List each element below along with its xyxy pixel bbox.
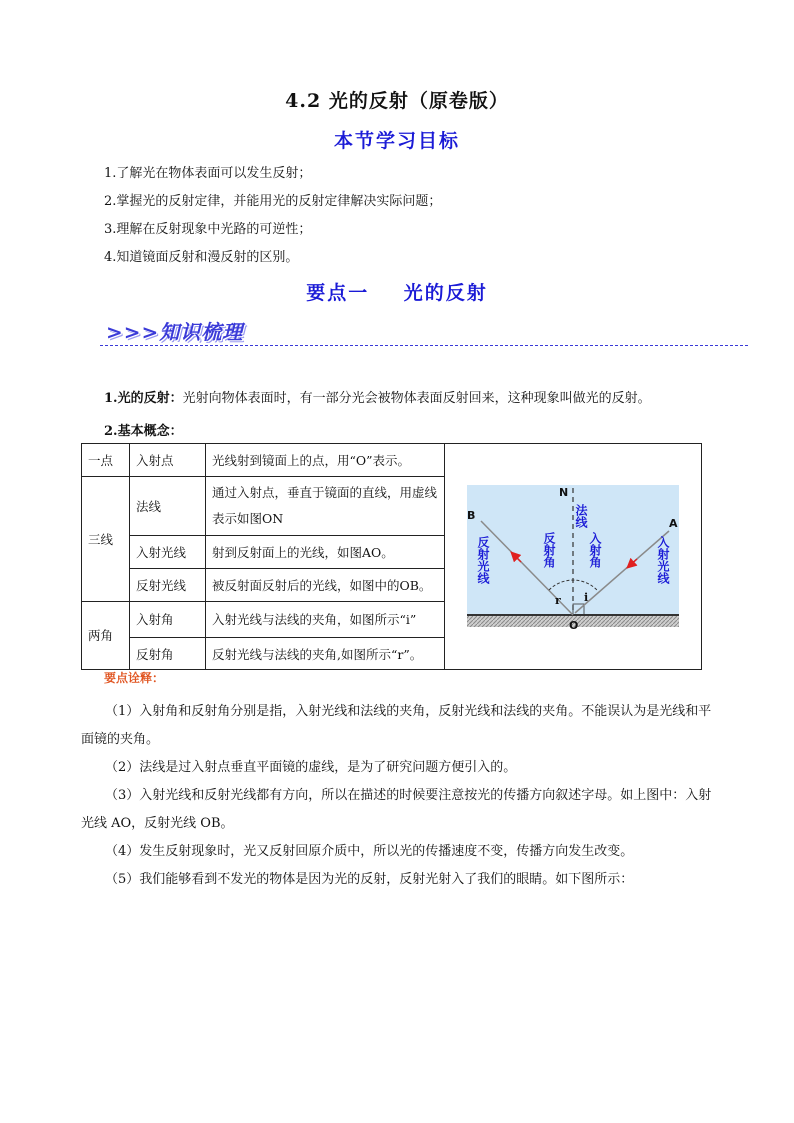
label-o: O [569, 619, 579, 632]
note-item: （1）入射角和反射角分别是指，入射光线和法线的夹角，反射光线和法线的夹角。不能误认为是光线和平面镜的夹角。 [81, 704, 712, 747]
definition-paragraph [104, 387, 651, 406]
note-item: （2）法线是过入射点垂直平面镜的虚线，是为了研究问题方便引入的。 [105, 760, 517, 775]
term-cell: 法线 [130, 477, 206, 536]
label-normal: 法线 [574, 504, 588, 528]
desc-cell: 入射光线与法线的夹角，如图所示“i” [206, 601, 445, 638]
banner-text: >>>知识梳理 [106, 320, 244, 344]
note-item: （3）入射光线和反射光线都有方向，所以在描述的时候要注意按光的传播方向叙述字母。如上图中：入射光线 AO，反射光线 OB。 [81, 788, 712, 831]
note-item: （5）我们能够看到不发光的物体是因为光的反射，反射光射入了我们的眼睛。如下图所示： [105, 872, 634, 887]
label-a: A [669, 517, 678, 530]
label-i: i [584, 591, 589, 604]
desc-cell: 被反射面反射后的光线，如图中的OB。 [206, 568, 445, 601]
section-heading: 要点一 光的反射 [306, 282, 488, 304]
label-n: N [559, 486, 569, 499]
knowledge-banner [100, 314, 748, 350]
goal-item: 2.掌握光的反射定律，并能用光的反射定律解决实际问题； [104, 194, 442, 209]
note-item: （4）发生反射现象时，光又反射回原介质中，所以光的传播速度不变，传播方向发生改变。 [105, 844, 634, 859]
goal-item: 1.了解光在物体表面可以发生反射； [104, 166, 312, 181]
reflection-diagram-cell [445, 444, 702, 670]
notes-list [81, 698, 721, 894]
page-title: 4.2 光的反射（原卷版） [285, 90, 509, 112]
learning-goals-heading: 本节学习目标 [333, 130, 460, 152]
term-cell: 入射点 [130, 444, 206, 477]
goal-item: 4.知道镜面反射和漫反射的区别。 [104, 250, 299, 265]
concepts-label: 2.基本概念： [104, 424, 183, 439]
definition-text: 光射向物体表面时，有一部分光会被物体表面反射回来，这种现象叫做光的反射。 [182, 391, 651, 406]
desc-cell: 反射光线与法线的夹角,如图所示“r”。 [206, 638, 445, 670]
desc-cell: 光线射到镜面上的点，用“O”表示。 [206, 444, 445, 477]
label-incident-angle: 入射角 [588, 532, 602, 568]
definition-label: 1.光的反射： [104, 391, 183, 406]
term-cell: 入射光线 [130, 535, 206, 568]
reflection-diagram [445, 444, 701, 666]
label-reflected-ray: 反射光线 [476, 536, 490, 584]
group-cell: 三线 [82, 477, 130, 602]
notes-heading: 要点诠释： [104, 671, 165, 685]
term-cell: 入射角 [130, 601, 206, 638]
label-incident-ray: 入射光线 [656, 536, 670, 584]
label-reflect-angle: 反射角 [542, 532, 556, 568]
label-r: r [555, 594, 561, 607]
desc-cell: 通过入射点，垂直于镜面的直线，用虚线表示如图ON [206, 477, 445, 536]
term-cell: 反射光线 [130, 568, 206, 601]
label-b: B [467, 509, 476, 522]
learning-goals-list [104, 160, 441, 272]
goal-item: 3.理解在反射现象中光路的可逆性； [104, 222, 312, 237]
desc-cell: 射到反射面上的光线，如图AO。 [206, 535, 445, 568]
concepts-table [81, 443, 702, 670]
term-cell: 反射角 [130, 638, 206, 670]
group-cell: 两角 [82, 601, 130, 670]
group-cell: 一点 [82, 444, 130, 477]
banner-divider [100, 345, 748, 346]
